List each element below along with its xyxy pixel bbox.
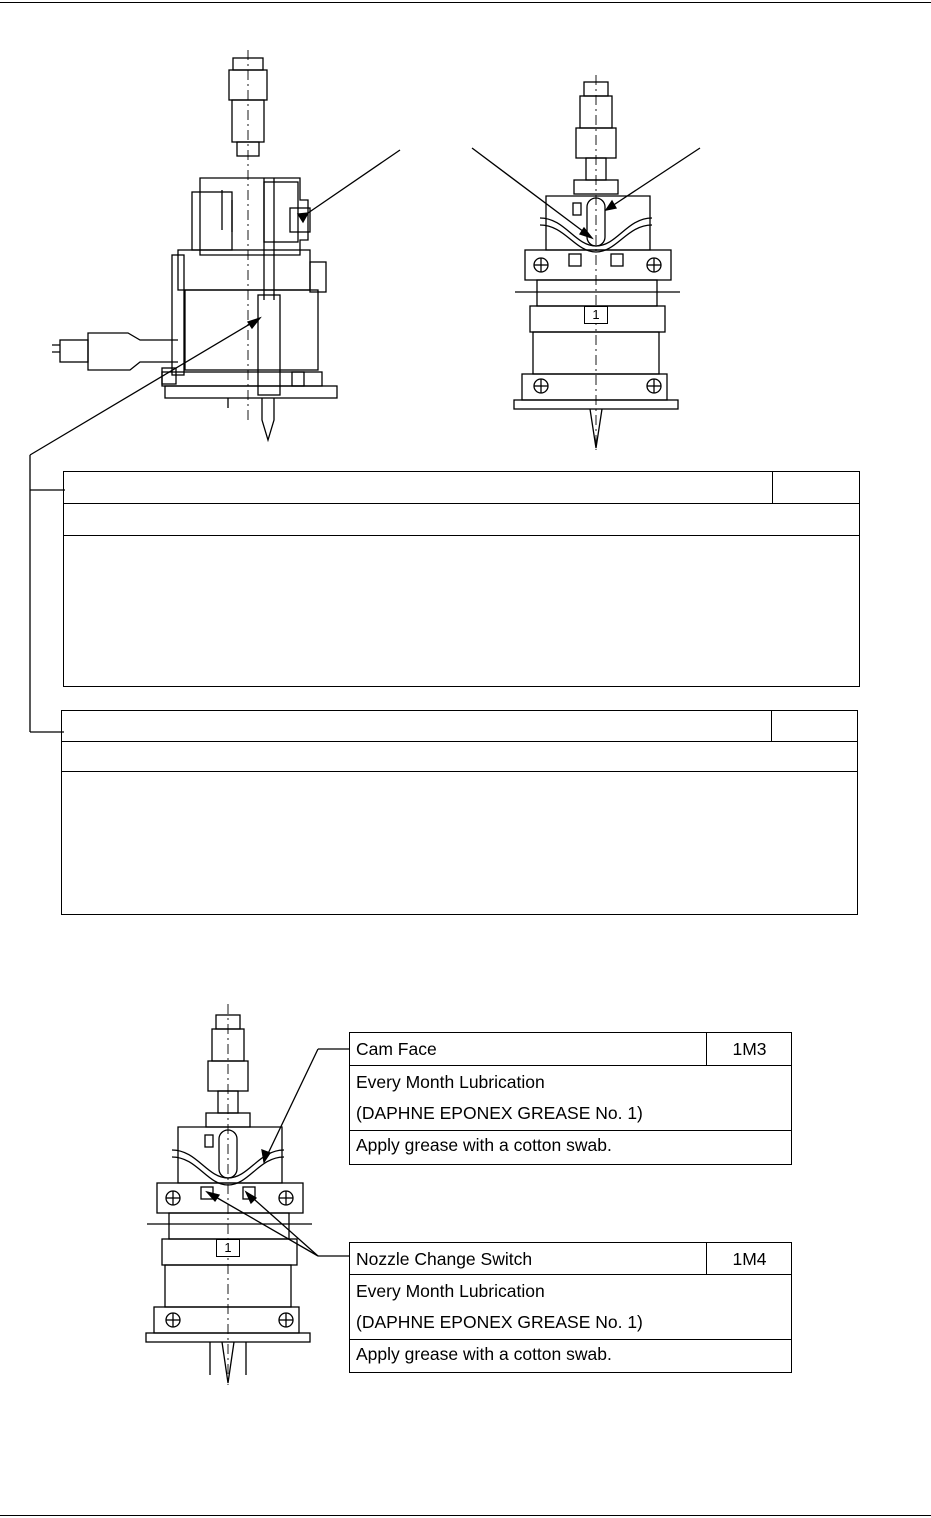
cam-face-label: [349, 1032, 792, 1165]
blank-label-code-divider: [772, 472, 773, 504]
blank-label-header: [62, 711, 857, 742]
nozzle-change-switch-label: [349, 1242, 792, 1373]
nozzle-switch-schedule: [350, 1275, 791, 1340]
cam-face-instruction: Apply grease with a cotton swab.: [356, 1135, 612, 1155]
nozzle-switch-title: Nozzle Change Switch: [356, 1249, 533, 1269]
cam-face-code: 1M3: [732, 1039, 767, 1059]
front-view-drawing-top: [472, 75, 700, 450]
cam-face-schedule: [350, 1066, 791, 1131]
nozzle-switch-code: 1M4: [732, 1249, 767, 1269]
blank-label-code-divider: [771, 711, 772, 742]
cam-face-code-cell: [706, 1033, 792, 1066]
cam-face-header: [350, 1033, 791, 1066]
nozzle-switch-code-cell: [706, 1243, 792, 1275]
part-mark-bottom: 1: [216, 1239, 240, 1257]
blank-label-subheader: [64, 504, 859, 536]
nozzle-switch-grease: (DAPHNE EPONEX GREASE No. 1): [356, 1312, 643, 1332]
nozzle-switch-interval: Every Month Lubrication: [356, 1281, 545, 1301]
cam-face-interval: Every Month Lubrication: [356, 1072, 545, 1092]
nozzle-switch-header: [350, 1243, 791, 1275]
part-mark-top: 1: [584, 306, 608, 324]
cam-face-instruction-row: [350, 1131, 791, 1164]
blank-label-box-2: [61, 710, 858, 915]
blank-label-subheader: [62, 742, 857, 772]
blank-label-box-1: [63, 471, 860, 687]
nozzle-switch-instruction-row: [350, 1340, 791, 1372]
nozzle-switch-instruction: Apply grease with a cotton swab.: [356, 1344, 612, 1364]
cam-face-title: Cam Face: [356, 1039, 437, 1059]
blank-label-header: [64, 472, 859, 504]
cam-face-grease: (DAPHNE EPONEX GREASE No. 1): [356, 1103, 643, 1123]
